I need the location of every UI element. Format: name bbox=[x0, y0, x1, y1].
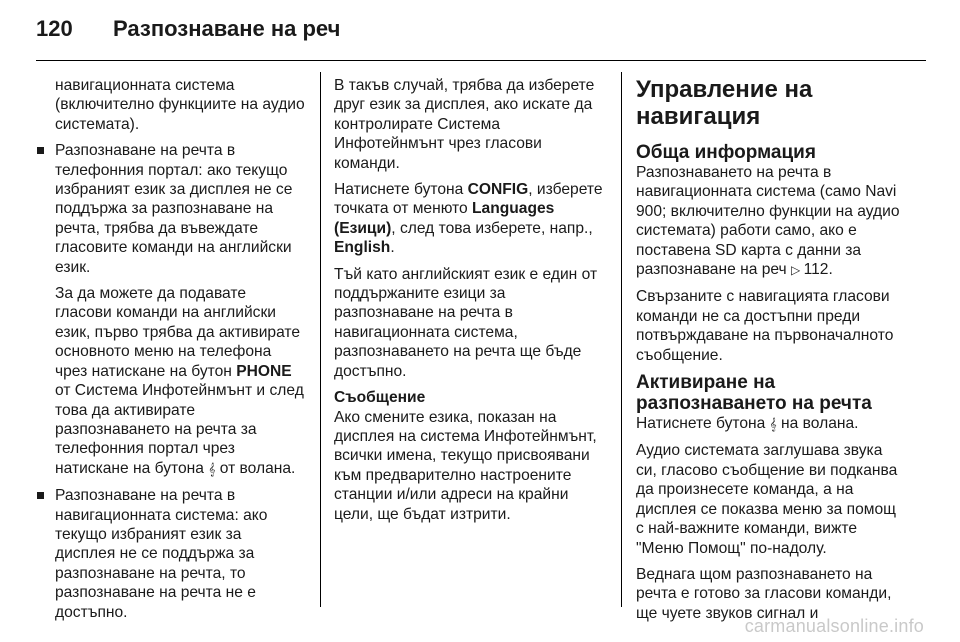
option-english: English bbox=[334, 239, 391, 257]
page-title: Разпознаване на реч bbox=[113, 16, 341, 41]
paragraph bbox=[636, 414, 904, 434]
paragraph: навигационната система (включително функциите на аудио системата). bbox=[55, 77, 305, 133]
bullet-square-icon bbox=[37, 492, 44, 499]
text-run: , след това изберете, напр., bbox=[391, 219, 593, 237]
page-number: 120 bbox=[36, 16, 73, 41]
column-divider-left bbox=[320, 72, 321, 607]
text-run: . bbox=[828, 261, 833, 279]
paragraph: Свързаните с навигацията гласови команди не са достъпни преди потвърждаване на първоначалното съобщение. bbox=[636, 288, 894, 364]
text-run: Натиснете бутона bbox=[334, 181, 468, 199]
subsection-heading: Обща информация bbox=[636, 142, 816, 163]
voice-control-icon: 𝄞 bbox=[769, 417, 777, 432]
paragraph bbox=[334, 180, 608, 258]
text-run: Натиснете бутона bbox=[636, 415, 770, 433]
paragraph bbox=[636, 163, 904, 280]
key-phone: PHONE bbox=[236, 362, 292, 380]
paragraph: Аудио системата заглушава звука си, гласово съобщение ви подканва да произнесете команда, а на дисплея се показва меню за помощ с най-важните команди, вижте "Меню Помощ" по-надолу. bbox=[636, 442, 898, 557]
text-run: , изберете точката от менюто bbox=[334, 181, 603, 218]
list-item bbox=[36, 141, 306, 277]
paragraph: В такъв случай, трябва да изберете друг език за дисплея, ако искате да контролирате Система Инфотейнмънт чрез гласови команди. bbox=[334, 77, 595, 172]
watermark: carmanualsonline.info bbox=[744, 616, 924, 636]
column-divider-right bbox=[621, 72, 622, 607]
voice-control-icon: 𝄞 bbox=[208, 461, 216, 476]
section-heading: Управление на навигация bbox=[636, 76, 813, 130]
page-header bbox=[0, 0, 960, 60]
paragraph bbox=[36, 284, 306, 479]
text-run: Разпознаването на речта в навигационната система (само Navi 900; включително функции на аудио системата) работи само, ако е поставена SD карта с данни за разпознаване на реч bbox=[636, 164, 900, 279]
text-run: от волана. bbox=[215, 459, 296, 477]
bullet-square-icon bbox=[37, 147, 44, 154]
paragraph: Веднага щом разпознаването на речта е готово за гласови команди, ще чуете звуков сигнал и bbox=[636, 565, 892, 622]
text-run: . bbox=[390, 239, 395, 257]
subsection-heading: Активиране на разпознаването на речта bbox=[636, 372, 872, 415]
note-text: Ако смените езика, показан на дисплея на система Инфотейнмънт, всички имена, текущо присвоявани към предварително настроените станции и/или адреси на крайни цели, ще бъдат изтрити. bbox=[334, 408, 597, 523]
page-reference: 112 bbox=[803, 261, 829, 279]
list-item-text: Разпознаване на речта в телефонния портал: ако текущо избраният език за дисплея не се поддържа за разпознаване на речта, трябва да въвеждате гласовите команди на английски език. bbox=[55, 142, 293, 276]
list-item bbox=[36, 486, 306, 622]
text-run: на волана. bbox=[776, 415, 859, 433]
column-left bbox=[36, 76, 306, 629]
column-middle bbox=[334, 76, 608, 531]
text-run: За да можете да подавате гласови команди на английски език, първо трябва да активирате основното меню на телефона чрез натискане на бутон bbox=[55, 285, 301, 380]
list-item-text: Разпознаване на речта в навигационната система: ако текущо избраният език за дисплея не се поддържа за разпознаване на речта, то разпознаване на речта не е достъпно. bbox=[55, 487, 268, 621]
key-config: CONFIG bbox=[467, 181, 529, 199]
menu-languages: Languages (Езици) bbox=[334, 200, 555, 237]
paragraph: Тъй като английският език е един от поддържаните езици за разпознаване на речта в навигационната система, разпознаването на речта ще бъде достъпно. bbox=[334, 265, 598, 380]
note-heading: Съобщение bbox=[334, 389, 426, 407]
triangle-ref-icon: ▷ bbox=[791, 263, 804, 278]
text-run: от Система Инфотейнмънт и след това да активирате разпознаването на речта за телефонния портал чрез натискане на бутона bbox=[55, 382, 304, 477]
column-right bbox=[636, 76, 904, 630]
header-divider bbox=[36, 60, 926, 61]
